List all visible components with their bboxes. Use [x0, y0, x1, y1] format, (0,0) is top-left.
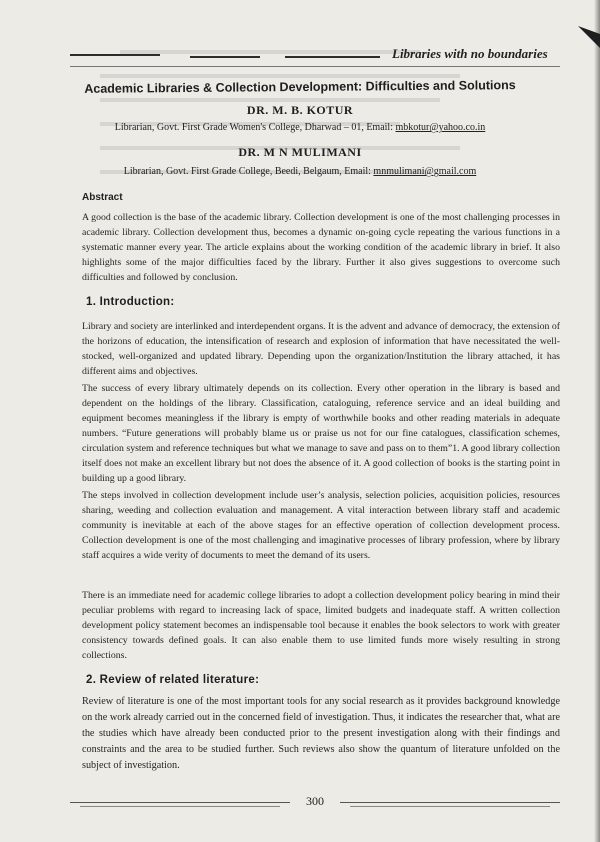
section-heading: 2. Review of related literature: [86, 674, 260, 686]
author-email[interactable]: mbkotur@yahoo.co.in [395, 122, 486, 133]
body-paragraph: Library and society are interlinked and interdependent organs. It is the advent and advance of democracy, the extension of the horizons of education, the intensification of research and explosion of information that have necessitated the well-stocked, well-organized and updated library. Depending upon the organization/Institution the library attached, it has different aims and objectives. [82, 321, 560, 377]
affiliation-text: Librarian, Govt. First Grade College, Beedi, Belgaum, Email: [123, 166, 374, 177]
header-rule [70, 54, 160, 56]
page-number: 300 [306, 794, 324, 808]
paper-title: Academic Libraries & Collection Development: Difficulties and Solutions [84, 78, 516, 96]
affiliation-text: Librarian, Govt. First Grade Women's College, Dharwad – 01, Email: [114, 122, 396, 133]
header-rule [190, 56, 260, 58]
author-name: DR. M. B. KOTUR [246, 103, 354, 117]
body-paragraph: Review of literature is one of the most important tools for any social research as it provides background knowledge on the work already carried out in the concerned field of investigation. Thus, it indicates the researcher that, what are the studies which have already been conducted prior to the present investigation along with their findings and constraints and the area to be studied further. Such reviews also show the quantum of literature unfolded on the subject of investigation. [82, 696, 560, 771]
journal-title: Libraries with no boundaries [392, 46, 548, 61]
author-email[interactable]: mnmulimani@gmail.com [373, 166, 477, 177]
running-header [70, 44, 580, 64]
footer-rule [70, 802, 290, 803]
abstract-heading: Abstract [82, 192, 123, 203]
page-corner-fold-icon [578, 26, 600, 48]
author-affiliation [0, 166, 600, 177]
author-name: DR. M N MULIMANI [238, 145, 362, 159]
footer-rule [340, 802, 560, 803]
abstract-text: A good collection is the base of the academic library. Collection development is one of the most challenging processes in academic library. Collection development thus, becomes a dynamic on-going cycle repeating the various functions in a systematic manner every year. The article explains about the working condition of the academic library in brief. It also highlights some of the major difficulties faced by the library. Further it also gives suggestions to overcome such difficulties and followed by conclusion. [82, 212, 560, 283]
page-footer [70, 794, 560, 814]
body-paragraph: The success of every library ultimately depends on its collection. Every other operation in the library is based and dependent on the holdings of the library. Classification, cataloguing, reference service and an ideal building and equipment becomes meaningless if the library is empty of worthwhile books and other reading materials in adequate numbers. “Future generations will probably blame us or praise us not for our fine catalogues, classification schemes, circulation system and reference techniques but what we manage to save and pass on to them”1. A good library collection itself does not make an excellent library but not does the absence of it. A good collection of books is the starting point in building up a good library. [82, 383, 560, 484]
header-underline [70, 66, 560, 67]
author-affiliation [0, 122, 600, 133]
footer-rule [350, 806, 550, 807]
body-paragraph: There is an immediate need for academic college libraries to adopt a collection development policy bearing in mind their peculiar problems with regard to increasing lack of space, limited budgets and inadequate staff. A written collection development policy statement becomes an indispensable tool because it enables the book selectors to work with greater consistency towards defined goals. It can also enable them to use limited funds more wisely resulting in strong collections. [82, 590, 560, 661]
body-paragraph: The steps involved in collection development include user’s analysis, selection policies, acquisition policies, resources sharing, weeding and collection evaluation and management. A vital interaction between library staff and academic community is inevitable at each of the above stages for an effective operation of collection development process. Collection development is one of the most challenging and imaginative processes of library profession, where by library staff acquires a wide verity of documents to meet the demand of its users. [82, 490, 560, 561]
footer-rule [80, 806, 280, 807]
section-heading: 1. Introduction: [86, 296, 175, 308]
header-rule [285, 56, 380, 58]
